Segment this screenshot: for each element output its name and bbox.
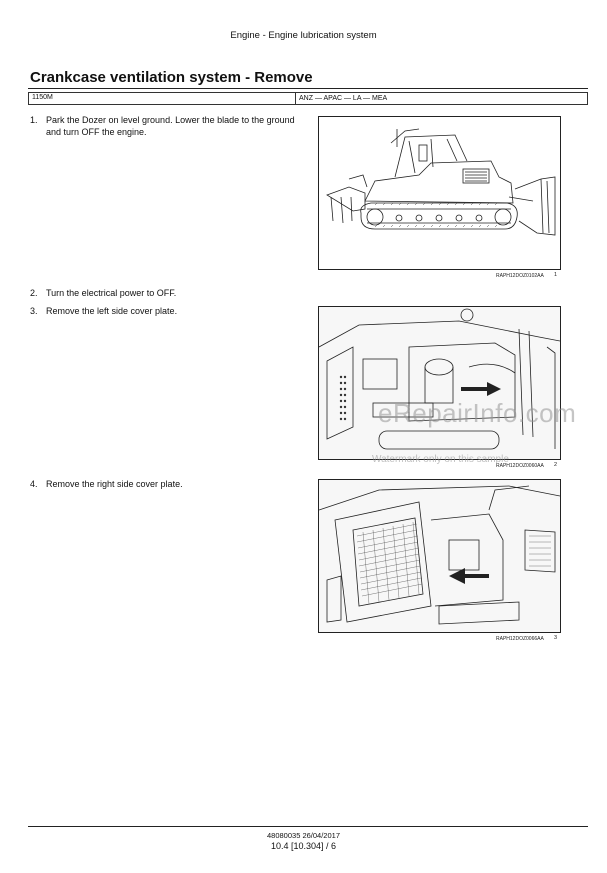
dozer-drawing	[319, 117, 560, 269]
model-applicability-bar	[28, 92, 588, 105]
figure-2-left-side-illustration	[318, 306, 561, 460]
figure-3-number: 3	[554, 635, 558, 641]
step-number: 4.	[30, 479, 38, 489]
figure-1-dozer-illustration	[318, 116, 561, 270]
step-1	[30, 114, 300, 138]
step-2	[30, 287, 300, 299]
watermark-site: eRepairInfo.com	[378, 398, 577, 428]
footer-document-id: 48080035 26/04/2017	[267, 831, 340, 840]
watermark-notice: Watermark only on this sample	[372, 454, 509, 465]
title-rule	[28, 88, 588, 89]
figure-3-code: RAPH12DOZ0066AA	[496, 636, 544, 642]
figure-3-right-side-illustration	[318, 479, 561, 633]
markets-label: ANZ — APAC — LA — MEA	[295, 93, 387, 104]
step-number: 3.	[30, 306, 38, 316]
step-text: Remove the left side cover plate.	[46, 306, 178, 316]
step-4	[30, 478, 300, 490]
figure-1-code: RAPH12DOZ0102AA	[496, 273, 544, 279]
footer-rule	[28, 826, 588, 827]
step-text: Remove the right side cover plate.	[46, 479, 183, 489]
right-compartment-drawing	[319, 480, 560, 632]
step-text: Park the Dozer on level ground. Lower the blade to the ground and turn OFF the engine.	[46, 115, 295, 137]
model-label: 1150M	[32, 94, 53, 101]
figure-1-number: 1	[554, 272, 558, 278]
page-header-title: Engine - Engine lubrication system	[230, 30, 377, 41]
figure-2-code: RAPH12DOZ0060AA	[496, 463, 544, 469]
left-compartment-drawing	[319, 307, 560, 459]
step-text: Turn the electrical power to OFF.	[46, 288, 177, 298]
step-number: 1.	[30, 115, 38, 125]
step-3	[30, 305, 300, 317]
figure-2-number: 2	[554, 462, 558, 468]
step-number: 2.	[30, 288, 38, 298]
section-title: Crankcase ventilation system - Remove	[30, 69, 313, 86]
footer-page-number: 10.4 [10.304] / 6	[270, 841, 337, 851]
